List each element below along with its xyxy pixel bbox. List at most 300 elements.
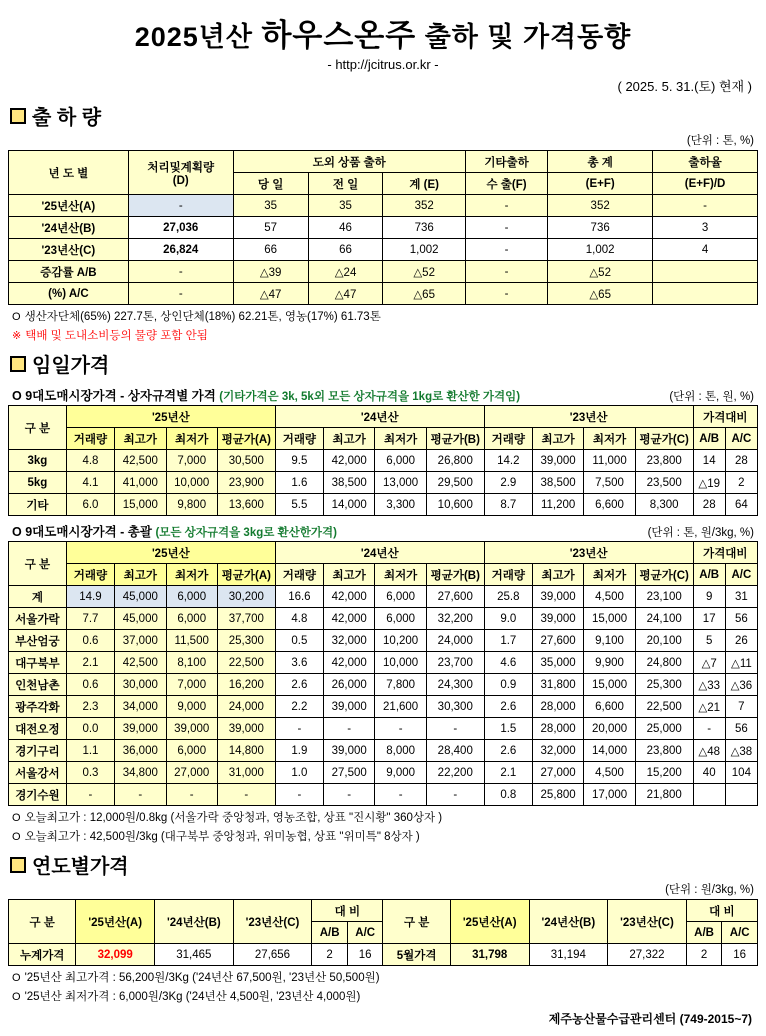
- cell-low-24: 6,000: [375, 608, 426, 630]
- cell-plan: -: [128, 283, 233, 305]
- cell-vol-23: 14.2: [484, 450, 532, 472]
- cell-rate: 4: [653, 239, 758, 261]
- cell-avg-25: 30,200: [217, 586, 275, 608]
- section-shipment-title: 출 하 량: [32, 107, 102, 129]
- shipment-notes: [8, 308, 758, 343]
- col-y24-left: '24년산(B): [155, 900, 234, 944]
- col-high-25: 최고가: [115, 564, 166, 586]
- cell-avg-23: 23,800: [635, 450, 693, 472]
- cell-ac: 7: [725, 696, 757, 718]
- col-avg-25: 평균가(A): [217, 428, 275, 450]
- cell-total: △52: [548, 261, 653, 283]
- price-overall-table: [8, 541, 758, 806]
- yearly-price-table: [8, 899, 758, 966]
- note-mark: О: [12, 991, 21, 1003]
- cell-high-25: 42,500: [115, 450, 166, 472]
- cell-vol-23: 2.6: [484, 696, 532, 718]
- col-compare-left: 대 비: [312, 900, 383, 922]
- cell-low-23: 20,000: [584, 718, 635, 740]
- cell-high-25: 39,000: [115, 718, 166, 740]
- cell-vol-24: 1.0: [275, 762, 323, 784]
- table-row: [9, 494, 758, 516]
- cell-ab: 17: [693, 608, 725, 630]
- cell-vol-23: 2.6: [484, 740, 532, 762]
- row-label: 부산엄궁: [9, 630, 67, 652]
- cell-ab: 14: [693, 450, 725, 472]
- cell-ab-cumulative: 2: [312, 944, 348, 966]
- section-yearly-heading: [10, 850, 758, 879]
- cell-low-24: -: [375, 718, 426, 740]
- cell-vol-24: 0.5: [275, 630, 323, 652]
- cell-high-23: 39,000: [532, 450, 583, 472]
- cell-vol-25: 0.6: [66, 630, 114, 652]
- note-mark: О: [12, 972, 21, 984]
- col-y25-group: '25년산: [66, 542, 275, 564]
- cell-prev: 66: [308, 239, 383, 261]
- cell-low-23: 6,600: [584, 494, 635, 516]
- col-compare-right: 대 비: [686, 900, 757, 922]
- cell-vol-25: 7.7: [66, 608, 114, 630]
- col-ac: A/C: [725, 428, 757, 450]
- cell-vol-25: 1.1: [66, 740, 114, 762]
- cell-avg-24: 24,000: [426, 630, 484, 652]
- note-item: [12, 809, 758, 825]
- cell-high-25: 45,000: [115, 608, 166, 630]
- col-high-24: 최고가: [324, 564, 375, 586]
- cell-sum-e: △52: [383, 261, 465, 283]
- cell-low-25: 6,000: [166, 586, 217, 608]
- col-low-25: 최저가: [166, 428, 217, 450]
- square-bullet-icon: [10, 108, 26, 124]
- cell-export: -: [465, 239, 547, 261]
- col-y24-group: '24년산: [275, 406, 484, 428]
- col-ab: A/B: [693, 428, 725, 450]
- cell-avg-24: 30,300: [426, 696, 484, 718]
- price-by-boxsize-table: [8, 405, 758, 516]
- cell-prev: △47: [308, 283, 383, 305]
- section-price-title: 임일가격: [32, 355, 110, 377]
- cell-ac: △36: [725, 674, 757, 696]
- note-mark: О: [12, 812, 21, 824]
- note-text: '25년산 최저가격 : 6,000원/3Kg ('24년산 4,500원, '23년산 4,000원): [24, 991, 361, 1003]
- col-gubun: 구 분: [9, 542, 67, 586]
- cell-ab: △21: [693, 696, 725, 718]
- cell-vol-24: 5.5: [275, 494, 323, 516]
- col-rate-group: 출하율: [653, 151, 758, 173]
- cell-avg-24: -: [426, 784, 484, 806]
- cell-avg-24: 29,500: [426, 472, 484, 494]
- cell-vol-24: 3.6: [275, 652, 323, 674]
- cell-avg-24: 22,200: [426, 762, 484, 784]
- col-vol-24: 거래량: [275, 564, 323, 586]
- row-label: 5kg: [9, 472, 67, 494]
- cell-avg-25: -: [217, 784, 275, 806]
- cell-vol-23: 1.5: [484, 718, 532, 740]
- cell-vol-23: 4.6: [484, 652, 532, 674]
- col-ab-right: A/B: [686, 922, 722, 944]
- col-low-25: 최저가: [166, 564, 217, 586]
- cell-ab: 5: [693, 630, 725, 652]
- cell-low-23: 9,900: [584, 652, 635, 674]
- square-bullet-icon: [10, 356, 26, 372]
- col-high-23: 최고가: [532, 564, 583, 586]
- cell-low-23: 7,500: [584, 472, 635, 494]
- cell-total: △65: [548, 283, 653, 305]
- cell-avg-23: 23,800: [635, 740, 693, 762]
- cell-avg-23: 8,300: [635, 494, 693, 516]
- col-vol-23: 거래량: [484, 428, 532, 450]
- col-ac: A/C: [725, 564, 757, 586]
- col-gubun-left: 구 분: [9, 900, 76, 944]
- row-label: '24년산(B): [9, 217, 129, 239]
- cell-high-23: 25,800: [532, 784, 583, 806]
- cell-ac: 28: [725, 450, 757, 472]
- cell-vol-23: 25.8: [484, 586, 532, 608]
- subsection-boxsize-title: [12, 386, 520, 404]
- cell-ac: 26: [725, 630, 757, 652]
- col-avg-24: 평균가(B): [426, 428, 484, 450]
- cell-avg-24: 26,800: [426, 450, 484, 472]
- cell-high-23: 39,000: [532, 586, 583, 608]
- note-mark: О: [12, 831, 21, 843]
- cell-low-25: 6,000: [166, 740, 217, 762]
- cell-low-25: 27,000: [166, 762, 217, 784]
- cell-low-23: 15,000: [584, 674, 635, 696]
- cell-low-25: 6,000: [166, 608, 217, 630]
- cell-total: 736: [548, 217, 653, 239]
- cell-ac-cumulative: 16: [347, 944, 383, 966]
- cell-avg-24: 28,400: [426, 740, 484, 762]
- cell-sum-e: 1,002: [383, 239, 465, 261]
- note-text: '25년산 최고가격 : 56,200원/3Kg ('24년산 67,500원, '23년산 50,500원): [24, 972, 380, 984]
- cell-avg-25: 22,500: [217, 652, 275, 674]
- cell-avg-23: 24,100: [635, 608, 693, 630]
- note-text: 생산자단체(65%) 227.7톤, 상인단체(18%) 62.21톤, 영농(17%) 61.73톤: [24, 311, 381, 323]
- cell-low-24: 21,600: [375, 696, 426, 718]
- cell-rate: [653, 261, 758, 283]
- table-row: [9, 586, 758, 608]
- section-shipment-unit: (단위 : 톤, %): [686, 135, 754, 147]
- section-yearly-unit: (단위 : 원/3kg, %): [665, 884, 754, 896]
- cell-rate: 3: [653, 217, 758, 239]
- cell-high-23: 39,000: [532, 608, 583, 630]
- cell-high-25: 36,000: [115, 740, 166, 762]
- col-high-23: 최고가: [532, 428, 583, 450]
- cell-vol-24: 9.5: [275, 450, 323, 472]
- cell-ac: 2: [725, 472, 757, 494]
- cell-vol-25: 0.6: [66, 674, 114, 696]
- cell-plan: 26,824: [128, 239, 233, 261]
- cell-avg-25: 31,000: [217, 762, 275, 784]
- note-item: [12, 828, 758, 844]
- cell-high-24: 14,000: [324, 494, 375, 516]
- cell-high-24: -: [324, 784, 375, 806]
- cell-prev: 46: [308, 217, 383, 239]
- square-bullet-icon: [10, 857, 26, 873]
- table-row: [9, 239, 758, 261]
- cell-vol-24: 2.6: [275, 674, 323, 696]
- col-total-group: 총 계: [548, 151, 653, 173]
- cell-vol-25: 2.1: [66, 652, 114, 674]
- cell-avg-25: 30,500: [217, 450, 275, 472]
- table-row: [9, 652, 758, 674]
- cell-low-23: 6,600: [584, 696, 635, 718]
- subsection-note: (모든 상자규격을 3kg로 환산한가격): [155, 527, 337, 539]
- col-plan-line2: (D): [172, 174, 189, 187]
- cell-today: △39: [233, 261, 308, 283]
- cell-vol-24: 2.2: [275, 696, 323, 718]
- cell-avg-24: 23,700: [426, 652, 484, 674]
- cell-vol-25: 0.3: [66, 762, 114, 784]
- row-label: 증감률 A/B: [9, 261, 129, 283]
- cell-low-25: -: [166, 784, 217, 806]
- row-label: 기타: [9, 494, 67, 516]
- row-label: 대전오정: [9, 718, 67, 740]
- cell-low-25: 9,000: [166, 696, 217, 718]
- cell-avg-25: 39,000: [217, 718, 275, 740]
- cell-vol-23: 9.0: [484, 608, 532, 630]
- cell-ab: △48: [693, 740, 725, 762]
- cell-avg-23: 25,300: [635, 674, 693, 696]
- cell-avg-23: 23,100: [635, 586, 693, 608]
- cell-avg-23: 22,500: [635, 696, 693, 718]
- col-compare-group: 가격대비: [693, 406, 757, 428]
- report-page: [0, 10, 766, 1036]
- cell-vol-25: 6.0: [66, 494, 114, 516]
- cell-y25-month: 31,798: [450, 944, 529, 966]
- col-y24-right: '24년산(B): [529, 900, 608, 944]
- cell-ab: -: [693, 718, 725, 740]
- table-row: [9, 944, 758, 966]
- cell-ab: 9: [693, 586, 725, 608]
- col-plan-line1: 처리및계획량: [147, 161, 215, 174]
- cell-high-24: 27,500: [324, 762, 375, 784]
- col-prev: 전 일: [308, 173, 383, 195]
- cell-high-24: 42,000: [324, 450, 375, 472]
- cell-export: -: [465, 195, 547, 217]
- cell-high-23: 27,600: [532, 630, 583, 652]
- cell-low-25: 7,000: [166, 674, 217, 696]
- table-row: [9, 674, 758, 696]
- cell-today: △47: [233, 283, 308, 305]
- cell-high-23: 28,000: [532, 696, 583, 718]
- cell-ab: 40: [693, 762, 725, 784]
- cell-high-23: 35,000: [532, 652, 583, 674]
- table-row: [9, 217, 758, 239]
- cell-y24-month: 31,194: [529, 944, 608, 966]
- cell-vol-24: 16.6: [275, 586, 323, 608]
- row-label: 광주각화: [9, 696, 67, 718]
- cell-vol-24: -: [275, 718, 323, 740]
- col-total-sub: (E+F): [548, 173, 653, 195]
- col-doyi-group: 도외 상품 출하: [233, 151, 465, 173]
- col-ac-right: A/C: [722, 922, 758, 944]
- row-label: '23년산(C): [9, 239, 129, 261]
- row-label: 서울강서: [9, 762, 67, 784]
- cell-vol-25: 2.3: [66, 696, 114, 718]
- cell-rate: [653, 283, 758, 305]
- cell-low-23: 17,000: [584, 784, 635, 806]
- table-row: [9, 630, 758, 652]
- col-y23-group: '23년산: [484, 406, 693, 428]
- cell-vol-23: 1.7: [484, 630, 532, 652]
- cell-high-25: 30,000: [115, 674, 166, 696]
- cell-vol-25: 4.1: [66, 472, 114, 494]
- cell-low-25: 10,000: [166, 472, 217, 494]
- cell-high-24: -: [324, 718, 375, 740]
- page-title: [8, 10, 758, 55]
- table-row: [9, 718, 758, 740]
- cell-total: 1,002: [548, 239, 653, 261]
- row-label: 인천남촌: [9, 674, 67, 696]
- cell-high-23: 27,000: [532, 762, 583, 784]
- cell-avg-23: 15,200: [635, 762, 693, 784]
- col-vol-25: 거래량: [66, 428, 114, 450]
- cell-high-24: 42,000: [324, 652, 375, 674]
- cell-high-23: 28,000: [532, 718, 583, 740]
- cell-high-23: 32,000: [532, 740, 583, 762]
- row-label: 경기수원: [9, 784, 67, 806]
- cell-ab: △33: [693, 674, 725, 696]
- row-label-month: 5월가격: [383, 944, 450, 966]
- subsection-overall-header: [8, 516, 758, 541]
- row-label: 대구북부: [9, 652, 67, 674]
- table-row: [9, 472, 758, 494]
- table-row: [9, 261, 758, 283]
- bullet-mark: О: [12, 389, 22, 403]
- note-item: [12, 327, 758, 343]
- cell-prev: △24: [308, 261, 383, 283]
- cell-low-25: 39,000: [166, 718, 217, 740]
- cell-low-23: 14,000: [584, 740, 635, 762]
- row-label: 경기구리: [9, 740, 67, 762]
- cell-low-23: 11,000: [584, 450, 635, 472]
- col-ab: A/B: [693, 564, 725, 586]
- col-avg-24: 평균가(B): [426, 564, 484, 586]
- cell-low-24: 10,000: [375, 652, 426, 674]
- col-y25-group: '25년산: [66, 406, 275, 428]
- cell-ac: [725, 784, 757, 806]
- cell-low-24: 9,000: [375, 762, 426, 784]
- cell-high-25: -: [115, 784, 166, 806]
- col-y23-left: '23년산(C): [233, 900, 312, 944]
- cell-avg-24: 32,200: [426, 608, 484, 630]
- cell-low-24: 6,000: [375, 450, 426, 472]
- table-row: [9, 784, 758, 806]
- footer-source: 제주농산물수급관리센터 (749-2015~7): [548, 1012, 752, 1026]
- cell-ac: 56: [725, 718, 757, 740]
- cell-ab: △7: [693, 652, 725, 674]
- cell-vol-25: 14.9: [66, 586, 114, 608]
- subsection-title-text: 9대도매시장가격 - 상자규격별 가격: [25, 389, 220, 403]
- cell-avg-24: 10,600: [426, 494, 484, 516]
- col-rate-sub: (E+F)/D: [653, 173, 758, 195]
- section-shipment-heading: [10, 101, 758, 130]
- col-y23-group: '23년산: [484, 542, 693, 564]
- cell-prev: 35: [308, 195, 383, 217]
- cell-plan: -: [128, 195, 233, 217]
- cell-avg-25: 24,000: [217, 696, 275, 718]
- cell-y24-cumulative: 31,465: [155, 944, 234, 966]
- as-of-date: ( 2025. 5. 31.(토) 현재 ): [617, 79, 752, 94]
- section-price-heading: [10, 349, 758, 378]
- cell-vol-25: -: [66, 784, 114, 806]
- title-post: 출하 및 가격동향: [416, 22, 632, 52]
- col-y25-left: '25년산(A): [76, 900, 155, 944]
- shipment-table: [8, 150, 758, 305]
- cell-high-25: 34,800: [115, 762, 166, 784]
- cell-ac: △38: [725, 740, 757, 762]
- cell-avg-25: 16,200: [217, 674, 275, 696]
- cell-low-24: 13,000: [375, 472, 426, 494]
- cell-export: -: [465, 261, 547, 283]
- yearly-notes: [8, 969, 758, 1004]
- cell-today: 35: [233, 195, 308, 217]
- cell-avg-23: 24,800: [635, 652, 693, 674]
- cell-low-25: 9,800: [166, 494, 217, 516]
- cell-low-24: -: [375, 784, 426, 806]
- cell-low-23: 4,500: [584, 762, 635, 784]
- bullet-mark: О: [12, 525, 22, 539]
- cell-today: 66: [233, 239, 308, 261]
- cell-low-24: 8,000: [375, 740, 426, 762]
- col-avg-25: 평균가(A): [217, 564, 275, 586]
- cell-export: -: [465, 217, 547, 239]
- table-row: [9, 450, 758, 472]
- cell-avg-25: 13,600: [217, 494, 275, 516]
- cell-high-24: 26,000: [324, 674, 375, 696]
- col-y25-right: '25년산(A): [450, 900, 529, 944]
- col-sum-e: 계 (E): [383, 173, 465, 195]
- cell-avg-23: 25,000: [635, 718, 693, 740]
- col-gubun-right: 구 분: [383, 900, 450, 944]
- table-row: [9, 740, 758, 762]
- subsection-note: (기타가격은 3k, 5k외 모든 상자규격을 1kg로 환산한 가격임): [219, 391, 521, 403]
- cell-ab: [693, 784, 725, 806]
- cell-low-23: 9,100: [584, 630, 635, 652]
- cell-low-24: 7,800: [375, 674, 426, 696]
- cell-ac: 64: [725, 494, 757, 516]
- cell-vol-23: 0.9: [484, 674, 532, 696]
- cell-ac: 31: [725, 586, 757, 608]
- cell-low-24: 10,200: [375, 630, 426, 652]
- cell-high-25: 15,000: [115, 494, 166, 516]
- cell-avg-25: 25,300: [217, 630, 275, 652]
- table-row: [9, 195, 758, 217]
- cell-avg-25: 37,700: [217, 608, 275, 630]
- row-label: 3kg: [9, 450, 67, 472]
- cell-vol-24: -: [275, 784, 323, 806]
- cell-low-25: 7,000: [166, 450, 217, 472]
- cell-avg-24: 27,600: [426, 586, 484, 608]
- cell-avg-24: 24,300: [426, 674, 484, 696]
- table-row: [9, 283, 758, 305]
- cell-low-24: 3,300: [375, 494, 426, 516]
- cell-vol-23: 0.8: [484, 784, 532, 806]
- cell-avg-23: 20,100: [635, 630, 693, 652]
- cell-vol-24: 1.6: [275, 472, 323, 494]
- cell-rate: -: [653, 195, 758, 217]
- col-ac-left: A/C: [347, 922, 383, 944]
- subsection-boxsize-unit: (단위 : 톤, 원, %): [669, 391, 754, 403]
- cell-high-25: 41,000: [115, 472, 166, 494]
- cell-high-24: 32,000: [324, 630, 375, 652]
- cell-high-24: 42,000: [324, 608, 375, 630]
- cell-ab: △19: [693, 472, 725, 494]
- col-export: 수 출(F): [465, 173, 547, 195]
- cell-high-24: 39,000: [324, 696, 375, 718]
- cell-low-23: 15,000: [584, 608, 635, 630]
